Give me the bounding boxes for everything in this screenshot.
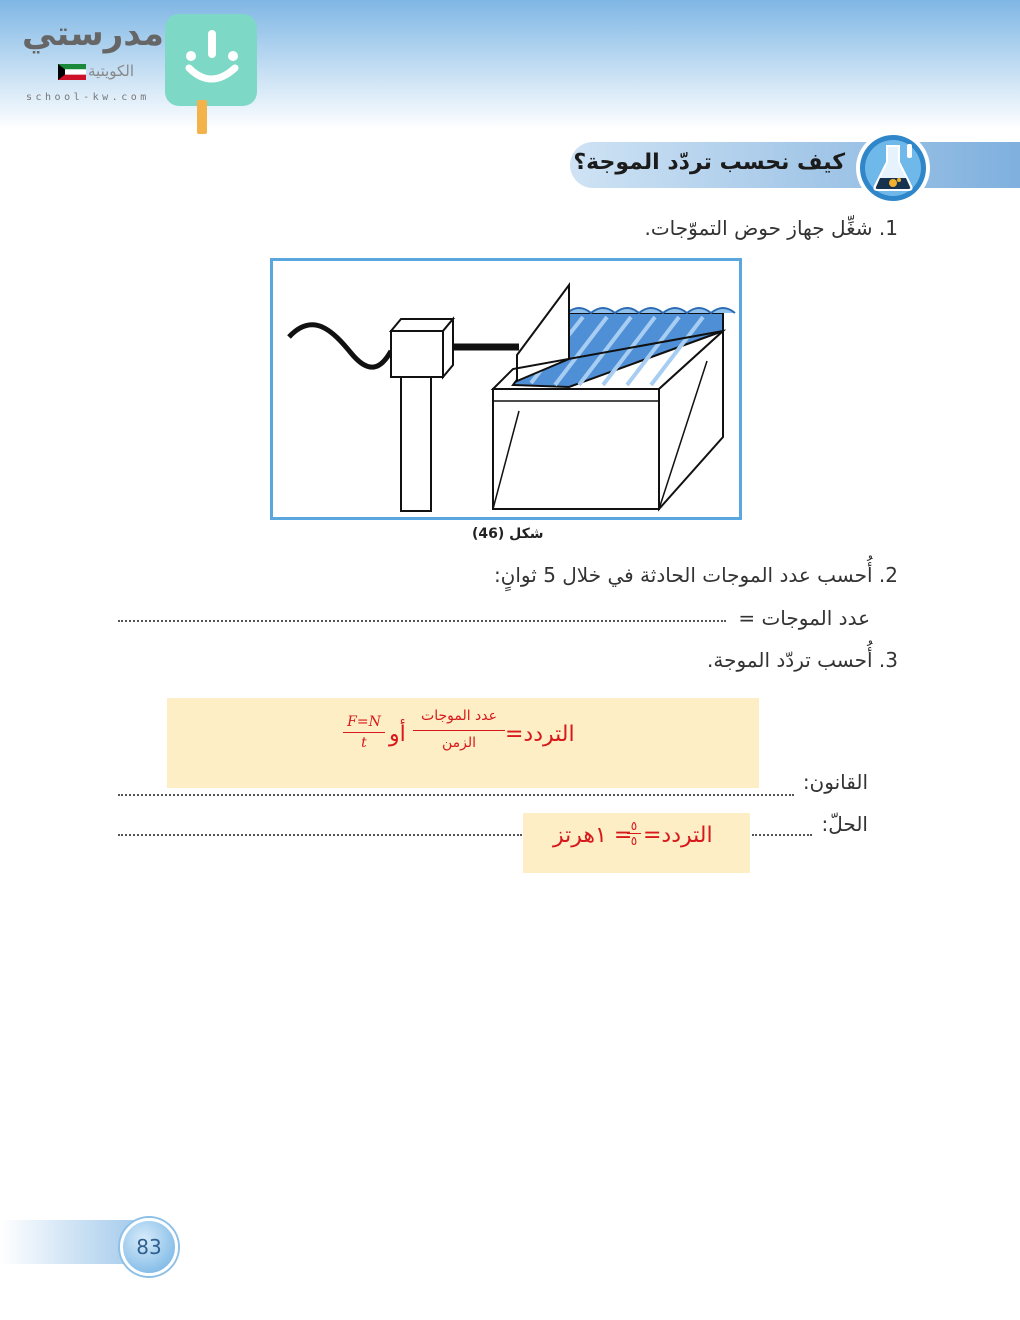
solution-denominator: ٥ [630,834,638,848]
solution-label: الحلّ: [821,812,868,836]
solution-rhs: = ١هرتز [553,823,633,848]
logo-subtitle: الكويتية [88,62,135,80]
solution-numerator: ٥ [630,819,638,833]
fraction-bar [413,730,505,731]
alt-denominator: t [361,735,367,751]
formula-or: أو [389,722,406,747]
formula-denominator: الزمن [441,735,477,751]
solution-lhs: التردد= [643,823,713,848]
logo-icon [165,14,257,106]
formula-alt-fraction [343,714,385,751]
formula-numerator: عدد الموجات [421,708,497,724]
alt-fraction-bar [343,732,385,733]
alt-numerator: F=N [347,714,381,730]
logo-url: school-kw.com [26,92,150,103]
formula-lhs: التردد= [505,722,575,747]
figure-caption: شكل (46) [472,526,544,542]
step-1: 1. شغِّل جهاز حوض التموّجات. [644,216,898,240]
solution-answer-line[interactable] [118,834,522,836]
law-answer-line[interactable] [118,794,794,796]
step-2: 2. أُحسب عدد الموجات الحادثة في خلال 5 ثوانٍ: [493,563,898,587]
wave-count-label: عدد الموجات = [738,606,870,630]
ripple-tank-figure [270,258,742,520]
flask-icon [853,128,933,208]
solution-answer-line-right[interactable] [752,834,812,836]
formula-fraction [413,708,505,751]
page-title: كيف نحسب تردّد الموجة؟ [573,150,845,175]
wave-count-answer-line[interactable] [118,620,726,622]
kuwait-flag-icon [58,64,86,80]
step-3: 3. أُحسب تردّد الموجة. [707,648,898,672]
logo-name: مدرستي [22,14,164,54]
logo-stick [197,100,207,134]
solution-highlight [523,813,750,873]
formula-highlight [167,698,759,788]
law-label: القانون: [802,770,868,794]
page-number: 83 [120,1218,178,1276]
